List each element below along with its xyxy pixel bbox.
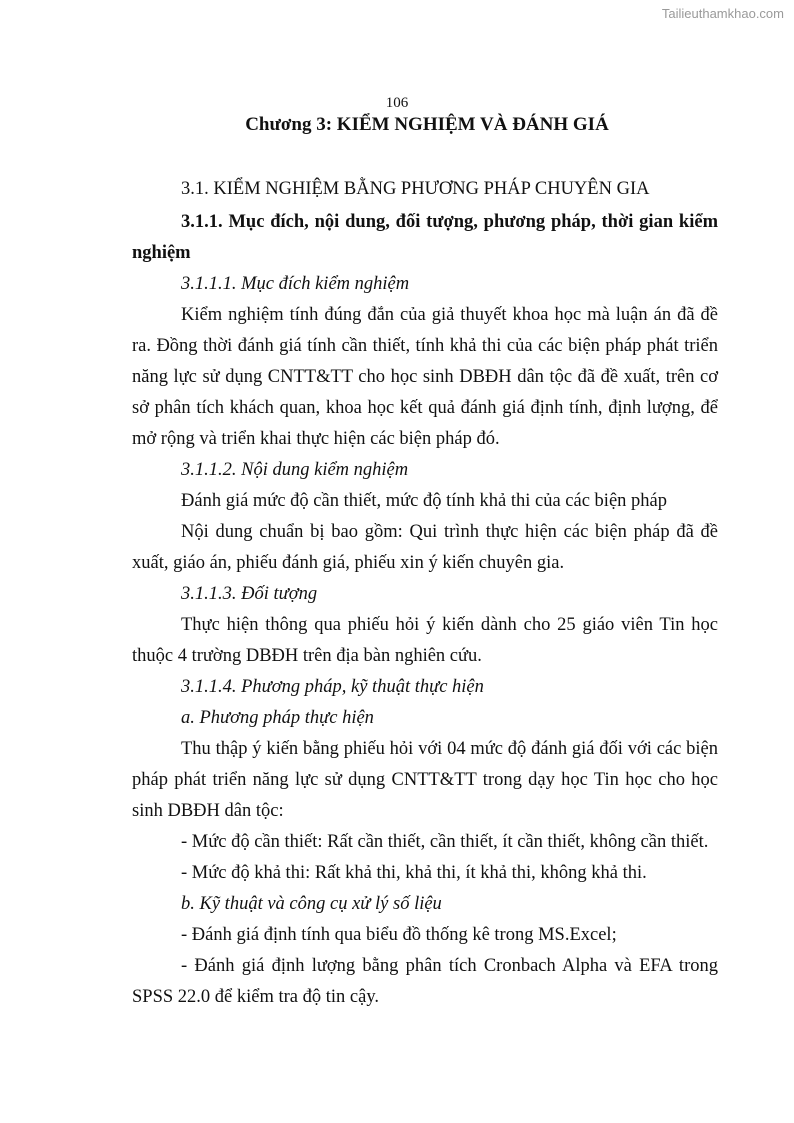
bullet-kha-thi: - Mức độ khả thi: Rất khả thi, khả thi, ít khả thi, không khả thi.	[181, 863, 647, 883]
bullet-can-thiet: - Mức độ cần thiết: Rất cần thiết, cần thiết, ít cần thiết, không cần thiết.	[181, 832, 709, 852]
watermark: Tailieuthamkhao.com	[661, 6, 784, 21]
page-number: 106	[385, 95, 409, 111]
heading-b: b. Kỹ thuật và công cụ xử lý số liệu	[181, 894, 442, 914]
paragraph-noi-dung-2: Nội dung chuẩn bị bao gồm: Qui trình thực hiện các biện pháp đã đề xuất, giáo án, phiếu đánh giá, phiếu xin ý kiến chuyên gia.	[132, 522, 718, 573]
paragraph-noi-dung-1: Đánh giá mức độ cần thiết, mức độ tính khả thi của các biện pháp	[181, 491, 667, 511]
section-heading-3-1: 3.1. KIỂM NGHIỆM BẰNG PHƯƠNG PHÁP CHUYÊN GIA	[181, 179, 650, 199]
heading-3-1-1-1: 3.1.1.1. Mục đích kiểm nghiệm	[181, 274, 410, 294]
chapter-title: Chương 3: KIỂM NGHIỆM VÀ ĐÁNH GIÁ	[245, 114, 609, 135]
heading-3-1-1-2: 3.1.1.2. Nội dung kiểm nghiệm	[181, 460, 409, 480]
paragraph-muc-dich: Kiểm nghiệm tính đúng đắn của giả thuyết khoa học mà luận án đã đề ra. Đồng thời đánh giá tính cần thiết, tính khả thi của các biện pháp phát triển năng lực sử dụng CNTT&TT cho học sinh DBĐH dân tộc đã đề xuất, trên cơ sở phân tích khách quan, khoa học kết quả đánh giá định tính, định lượng, để mở rộng và triển khai thực hiện các biện pháp đó.	[132, 305, 718, 449]
heading-3-1-1-4: 3.1.1.4. Phương pháp, kỹ thuật thực hiện	[181, 677, 484, 697]
paragraph-phuong-phap: Thu thập ý kiến bằng phiếu hỏi với 04 mức độ đánh giá đối với các biện pháp phát triển năng lực sử dụng CNTT&TT trong dạy học Tin học cho học sinh DBĐH dân tộc:	[132, 739, 718, 821]
bullet-dinh-tinh: - Đánh giá định tính qua biểu đồ thống kê trong MS.Excel;	[181, 925, 617, 945]
heading-a: a. Phương pháp thực hiện	[181, 708, 374, 728]
heading-3-1-1-3: 3.1.1.3. Đối tượng	[181, 584, 318, 604]
document-body	[132, 174, 718, 1013]
bullet-dinh-luong: - Đánh giá định lượng bằng phân tích Cronbach Alpha và EFA trong SPSS 22.0 để kiểm tra độ tin cậy.	[132, 956, 718, 1007]
paragraph-doi-tuong: Thực hiện thông qua phiếu hỏi ý kiến dành cho 25 giáo viên Tin học thuộc 4 trường DBĐH trên địa bàn nghiên cứu.	[132, 615, 718, 666]
subsection-heading-3-1-1: 3.1.1. Mục đích, nội dung, đối tượng, phương pháp, thời gian kiểm nghiệm	[132, 212, 718, 263]
